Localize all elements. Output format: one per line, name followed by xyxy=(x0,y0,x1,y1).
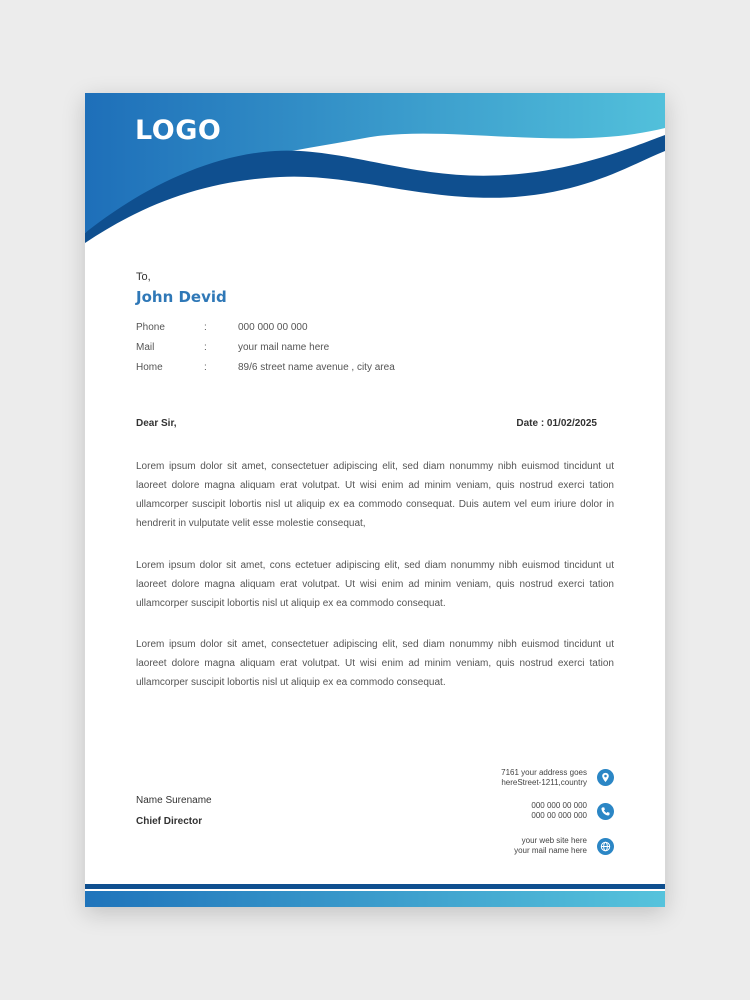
body-paragraph-2: Lorem ipsum dolor sit amet, cons ectetuer adipiscing elit, sed diam nonummy nibh euismod tincidunt ut laoreet dolore magna aliquam erat volutpat. Ut wisi enim ad minim veniam, quis nostrud exerci tation ullamcorper suscipit lobortis nisl ut aliquip ex ea commodo consequat. xyxy=(136,560,614,609)
to-label: To, xyxy=(136,271,151,283)
mail-value: your mail name here xyxy=(238,342,330,353)
location-pin-icon xyxy=(597,769,614,786)
body-paragraph-3: Lorem ipsum dolor sit amet, consectetuer adipiscing elit, sed diam nonummy nibh euismod tincidunt ut laoreet dolore magna aliquam erat volutpat. Ut wisi enim ad minim veniam, quis nostrud exerci tation ullamcorper suscipit lobortis nisl ut aliquip ex ea commodo consequat. xyxy=(136,639,614,688)
recipient-name: John Devid xyxy=(136,288,227,306)
letter-date: Date : 01/02/2025 xyxy=(516,418,597,429)
logo: LOGO xyxy=(135,115,222,146)
footer-address-line-1: 7161 your address goes xyxy=(501,768,587,777)
footer-address-line-2: hereStreet-1211,country xyxy=(501,778,587,787)
body-paragraph-1: Lorem ipsum dolor sit amet, consectetuer adipiscing elit, sed diam nonummy nibh euismod tincidunt ut laoreet dolore magna aliquam erat volutpat. Ut wisi enim ad minim veniam, quis nostrud exerci tation ullamcorper suscipit lobortis nisl ut aliquip ex ea commodo consequat. Duis autem vel eum iriure dolor in hendrerit in vulputate velit esse molestie consequat, xyxy=(136,461,614,529)
home-label: Home xyxy=(136,362,163,373)
globe-icon xyxy=(597,838,614,855)
footer-phone-1: 000 000 00 000 xyxy=(531,801,587,810)
mail-label: Mail xyxy=(136,342,155,353)
signer-name: Name Surename xyxy=(136,795,212,806)
phone-value: 000 000 00 000 xyxy=(238,322,308,333)
phone-icon xyxy=(597,803,614,820)
home-separator: : xyxy=(204,362,207,373)
letterhead-page xyxy=(85,93,665,907)
footer-address xyxy=(501,768,587,788)
footer-band xyxy=(85,879,665,907)
home-value: 89/6 street name avenue , city area xyxy=(238,362,395,373)
mail-separator: : xyxy=(204,342,207,353)
signer-title: Chief Director xyxy=(136,816,203,827)
footer-band-light xyxy=(85,891,665,907)
salutation: Dear Sir, xyxy=(136,418,177,429)
footer-website: your web site here xyxy=(521,836,587,845)
footer-phone-2: 000 00 000 000 xyxy=(531,811,587,820)
footer-email: your mail name here xyxy=(514,846,587,855)
phone-label: Phone xyxy=(136,322,165,333)
footer-phones xyxy=(531,801,587,821)
phone-separator: : xyxy=(204,322,207,333)
footer-web xyxy=(514,836,587,856)
footer-band-dark xyxy=(85,884,665,889)
